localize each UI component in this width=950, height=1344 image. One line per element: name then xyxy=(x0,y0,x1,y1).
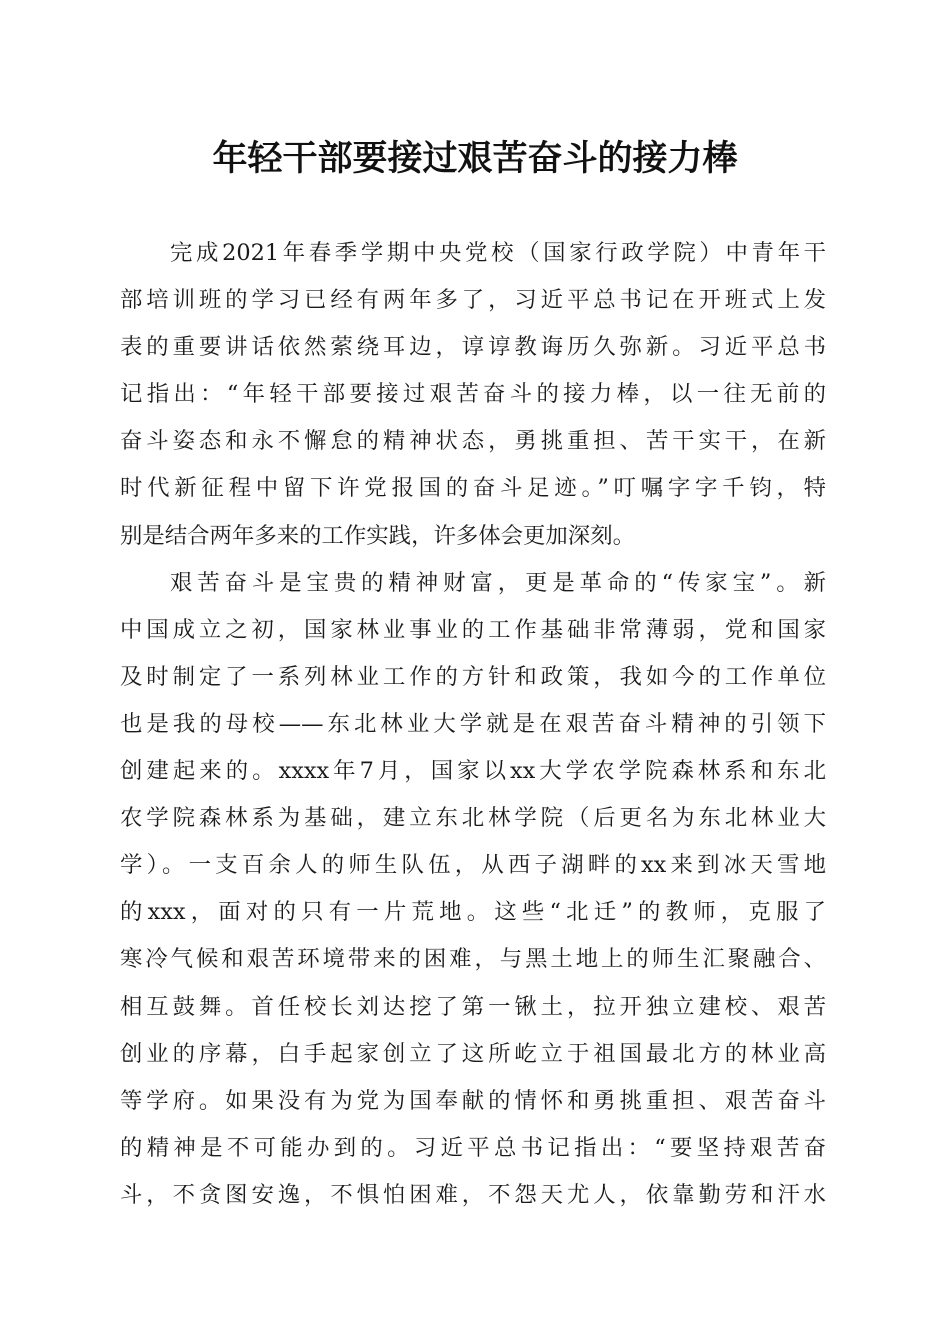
paragraph-2-line: 学）。一支百余人的师生队伍，从西子湖畔的xx来到冰天雪地 xyxy=(120,852,826,879)
paragraph-2-line: 的精神是不可能办到的。习近平总书记指出：“要坚持艰苦奋 xyxy=(120,1134,826,1161)
paragraph-1-line: 表的重要讲话依然萦绕耳边，谆谆教诲历久弥新。习近平总书 xyxy=(120,334,826,361)
paragraph-1-line: 部培训班的学习已经有两年多了，习近平总书记在开班式上发 xyxy=(120,287,826,314)
paragraph-2-line: 中国成立之初，国家林业事业的工作基础非常薄弱，党和国家 xyxy=(120,616,826,643)
paragraph-2-line: 农学院森林系为基础，建立东北林学院（后更名为东北林业大 xyxy=(120,805,826,832)
paragraph-2-line: 等学府。如果没有为党为国奉献的情怀和勇挑重担、艰苦奋斗 xyxy=(120,1087,826,1114)
paragraph-2-line: 也是我的母校——东北林业大学就是在艰苦奋斗精神的引领下 xyxy=(120,710,826,737)
paragraph-1-line: 记指出：“年轻干部要接过艰苦奋斗的接力棒，以一往无前的 xyxy=(120,381,826,408)
paragraph-2-line: 斗，不贪图安逸，不惧怕困难，不怨天尤人，依靠勤劳和汗水 xyxy=(120,1181,826,1208)
paragraph-2-line: 艰苦奋斗是宝贵的精神财富，更是革命的“传家宝”。新 xyxy=(170,569,826,596)
paragraph-1-line: 完成2021年春季学期中央党校（国家行政学院）中青年干 xyxy=(170,240,826,266)
paragraph-2-line: 创建起来的。xxxx年7月，国家以xx大学农学院森林系和东北 xyxy=(120,758,826,785)
paragraph-2-line: 寒冷气候和艰苦环境带来的困难，与黑土地上的师生汇聚融合、 xyxy=(120,946,826,973)
document-title: 年轻干部要接过艰苦奋斗的接力棒 xyxy=(212,138,738,179)
paragraph-1-line: 别是结合两年多来的工作实践，许多体会更加深刻。 xyxy=(120,522,635,549)
paragraph-2-line: 创业的序幕，白手起家创立了这所屹立于祖国最北方的林业高 xyxy=(120,1040,826,1067)
paragraph-2-line: 的xxx，面对的只有一片荒地。这些“北迁”的教师，克服了 xyxy=(120,899,826,926)
paragraph-2-line: 相互鼓舞。首任校长刘达挖了第一锹土，拉开独立建校、艰苦 xyxy=(120,993,826,1020)
paragraph-2-line: 及时制定了一系列林业工作的方针和政策，我如今的工作单位 xyxy=(120,663,826,690)
paragraph-1-line: 奋斗姿态和永不懈怠的精神状态，勇挑重担、苦干实干，在新 xyxy=(120,428,826,455)
paragraph-1-line: 时代新征程中留下许党报国的奋斗足迹。”叮嘱字字千钧，特 xyxy=(120,475,826,502)
document-body xyxy=(120,230,826,1219)
